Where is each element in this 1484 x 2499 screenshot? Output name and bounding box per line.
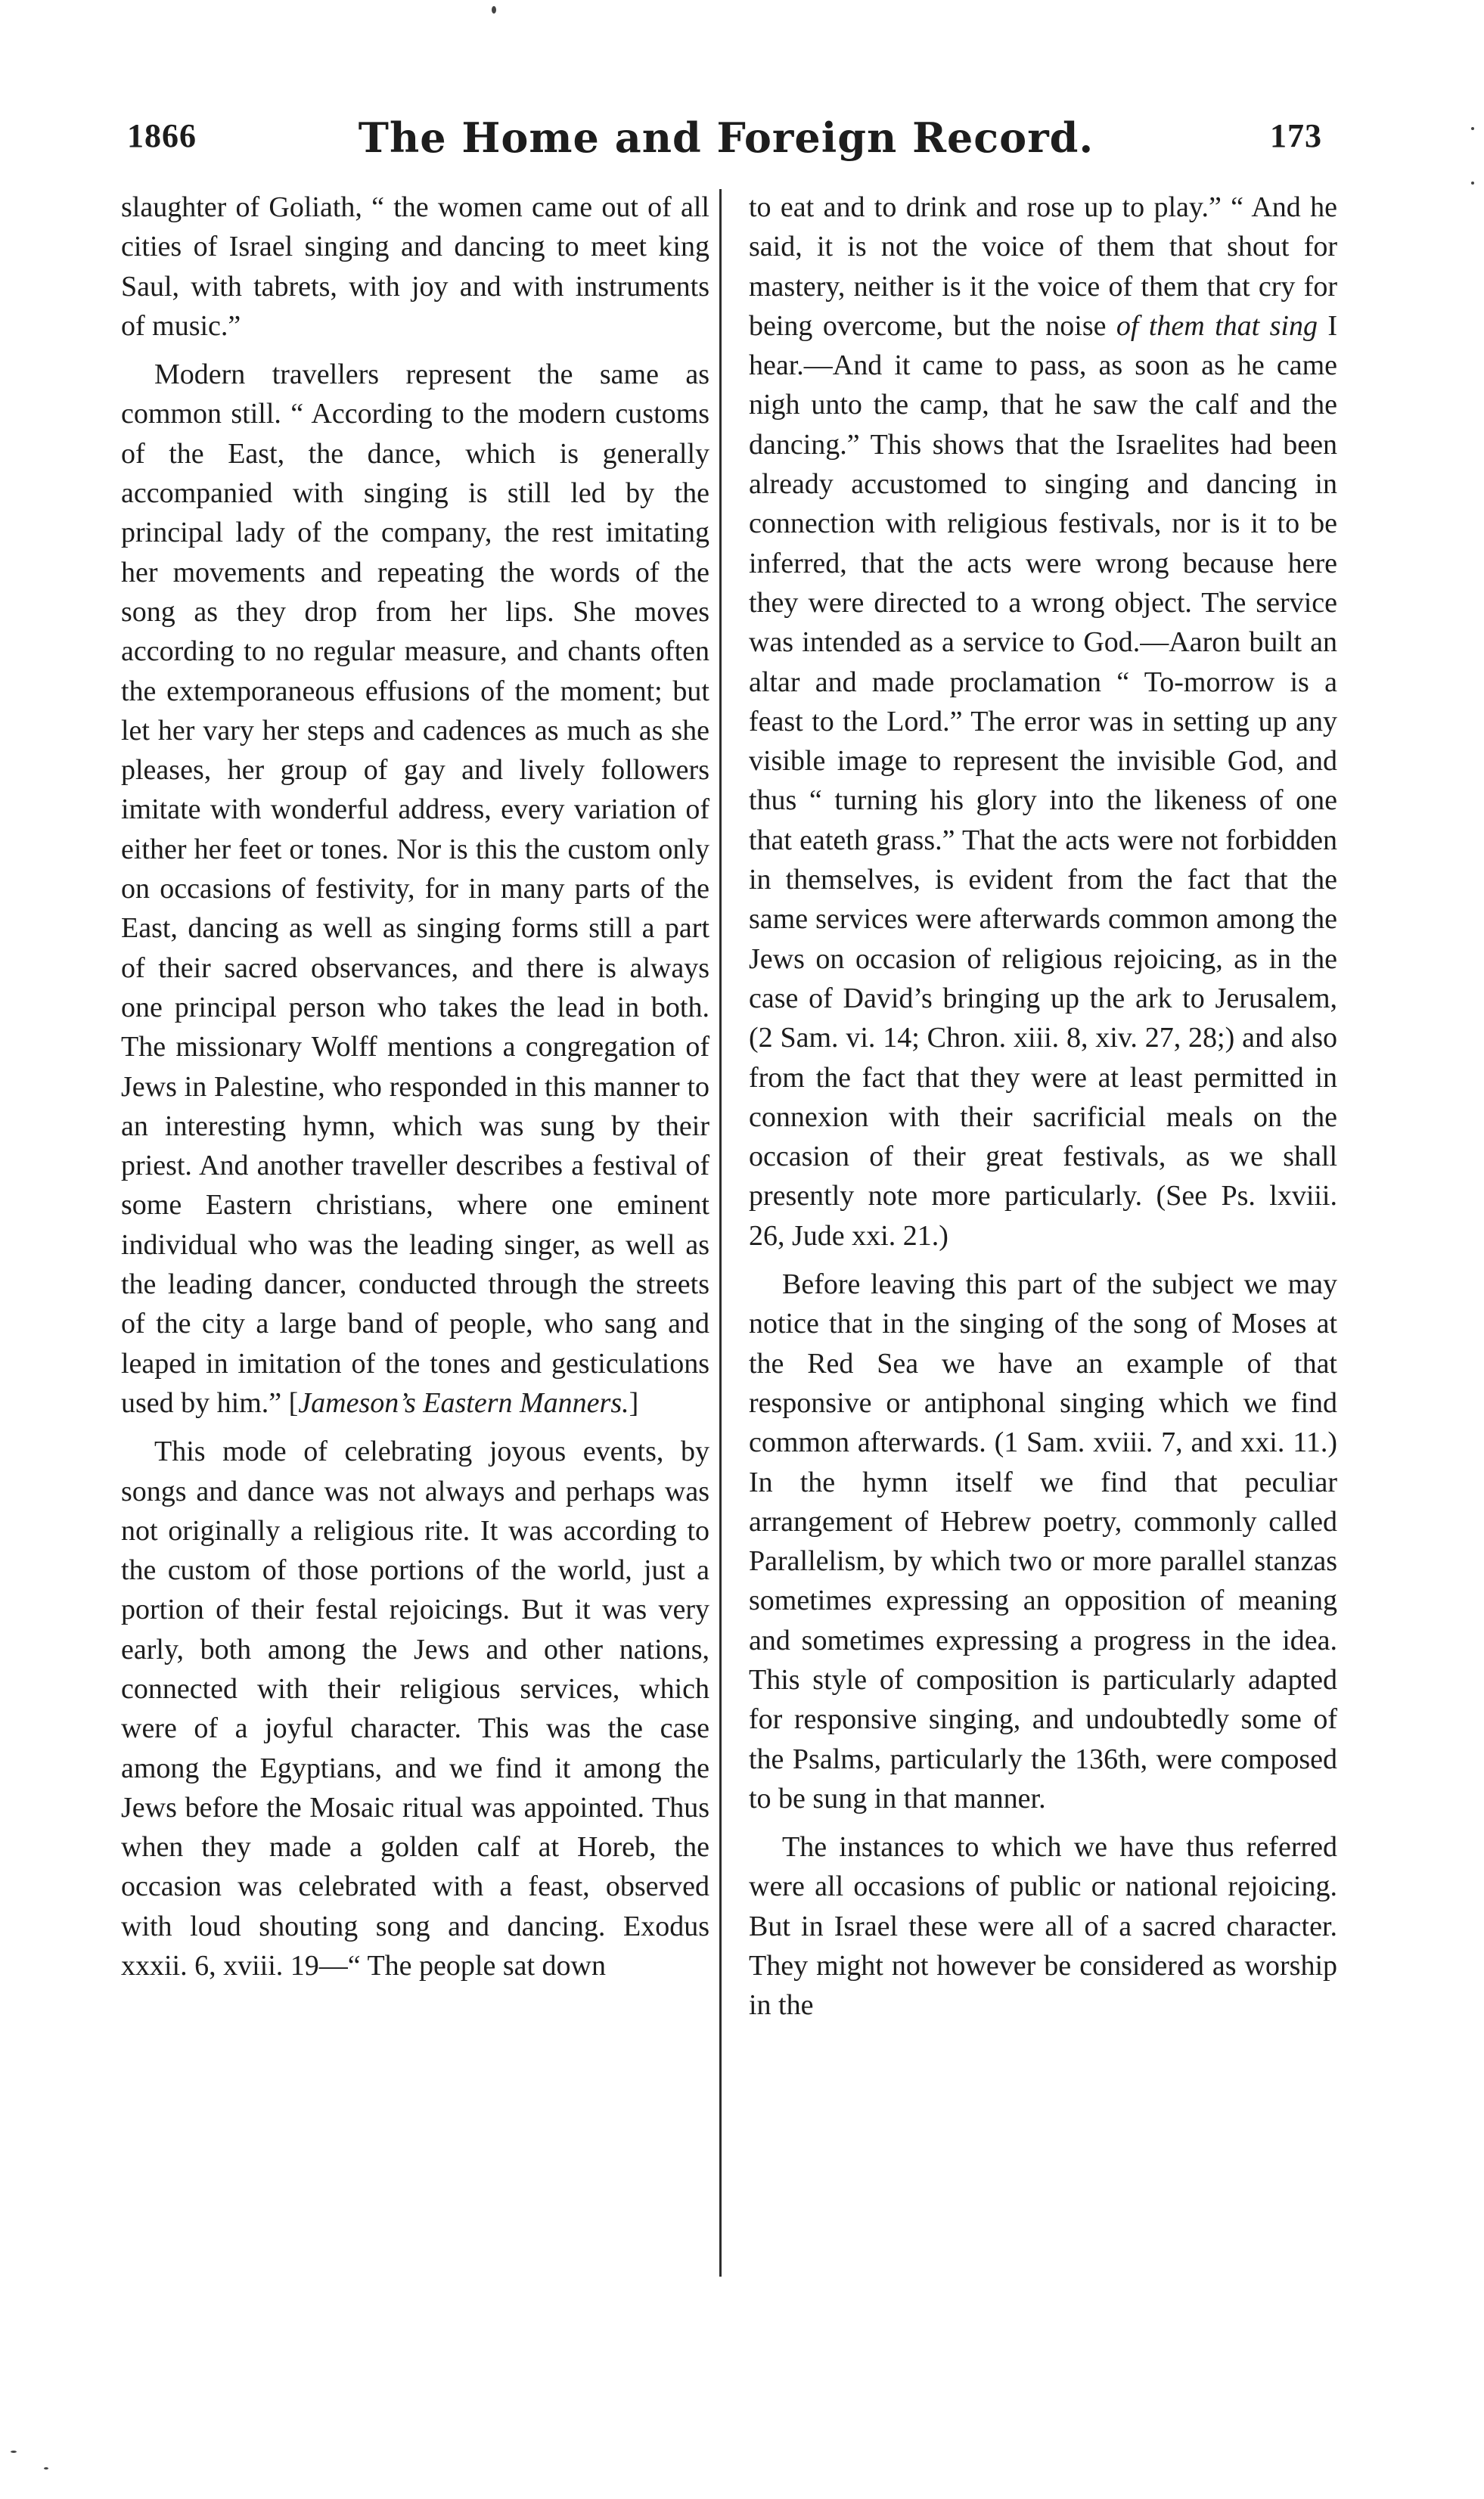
left-paragraph-2-citation: Jameson’s Eastern Manners. bbox=[298, 1386, 629, 1419]
print-speck bbox=[11, 2451, 17, 2453]
left-paragraph-2-end: ] bbox=[629, 1386, 639, 1419]
header-page-number: 173 bbox=[1270, 117, 1322, 154]
right-column bbox=[749, 188, 1337, 2035]
header-title: The Home and Foreign Record. bbox=[358, 113, 1094, 162]
right-paragraph-1 bbox=[749, 188, 1337, 1256]
header-year: 1866 bbox=[127, 117, 197, 154]
left-paragraph-2 bbox=[121, 355, 709, 1423]
column-divider bbox=[719, 189, 722, 2277]
page-header bbox=[121, 113, 1331, 166]
print-speck bbox=[1471, 182, 1474, 185]
print-speck bbox=[492, 6, 496, 14]
right-paragraph-1-text-a: to eat and to drink and rose up to play.” “ And he said, it is not the voice of them that shout for mastery, neither is it the voice of them that cry for being overcome, but the noise bbox=[749, 191, 1337, 342]
right-paragraph-3: The instances to which we have thus referred were all occasions of public or national rejoicing. But in Israel these were all of a sacred character. They might not however be considered as worship in the bbox=[749, 1831, 1337, 2022]
left-paragraph-3: This mode of celebrating joyous events, by songs and dance was not always and perhaps was not originally a religious rite. It was according to the custom of those portions of the world, just a portion of their festal rejoicings. But it was very early, both among the Jews and other nations, connected with their religious services, which were of a joyful character. This was the case among the Egyptians, and we find it among the Jews before the Mosaic ritual was appointed. Thus when they made a golden calf at Horeb, the occasion was celebrated with a feast, observed with loud shouting song and dancing. Exodus xxxii. 6, xviii. 19—“ The people sat down bbox=[121, 1436, 709, 1982]
right-paragraph-2: Before leaving this part of the subject we may notice that in the singing of the song of Moses at the Red Sea we have an example of that responsive or antiphonal singing which we find common afterwards. (1 Sam. xviii. 7, and xxi. 11.) In the hymn itself we find that peculiar arrangement of Hebrew poetry, commonly called Parallelism, by which two or more parallel stanzas sometimes expressing an opposition of meaning and sometimes expressing a progress in the idea. This style of composition is particularly adapted for responsive singing, and undoubtedly some of the Psalms, particularly the 136th, were composed to be sung in that manner. bbox=[749, 1268, 1337, 1814]
left-column bbox=[121, 188, 709, 1995]
left-paragraph-2-text: Modern travellers represent the same as common still. “ According to the modern customs of the East, the dance, which is generally accompanied with singing is still led by the principal lady of the company, the rest imitating her movements and repeating the words of the song as they drop from her lips. She moves according to no regular measure, and chants often the extemporaneous effusions of the moment; but let her vary her steps and cadences as much as she pleases, her group of gay and lively followers imitate with wonderful address, every variation of either her feet or tones. Nor is this the custom only on occasions of festivity, for in many parts of the East, dancing as well as singing forms still a part of their sacred observances, and there is always one principal person who takes the lead in both. The missionary Wolff mentions a congregation of Jews in Palestine, who responded in this manner to an interesting hymn, which was sung by their priest. And another traveller describes a festival of some Eastern christians, where one eminent individual who was the leading singer, as well as the leading dancer, conducted through the streets of the city a large band of people, who sang and leaped in imitation of the tones and gesticulations used by him.” [ bbox=[121, 359, 709, 1419]
print-speck bbox=[44, 2467, 48, 2470]
right-paragraph-1-emphasis: of them that sing bbox=[1116, 309, 1318, 342]
right-paragraph-1-text-b: I hear.—And it came to pass, as soon as he came nigh unto the camp, that he saw the calf and the dancing.” This shows that the Israelites had been already accustomed to singing and dancing in connection with religious festivals, nor is it to be inferred, that the acts were wrong because here they were directed to a wrong object. The service was intended as a service to God.—Aaron built an altar and made proclamation “ To-morrow is a feast to the Lord.” The error was in setting up any visible image to represent the invisible God, and thus “ turning his glory into the likeness of one that eateth grass.” That the acts were not forbidden in themselves, is evident from the fact that the same services were afterwards common among the Jews on occasion of religious rejoicing, as in the case of David’s bringing up the ark to Jerusalem, (2 Sam. vi. 14; Chron. xiii. 8, xiv. 27, 28;) and also from the fact that they were at least permitted in connexion with their sacrificial meals on the occasion of their great festivals, as we shall presently note more particularly. (See Ps. lxviii. 26, Jude xxi. 21.) bbox=[749, 309, 1337, 1252]
left-paragraph-1: slaughter of Goliath, “ the women came out of all cities of Israel singing and dancing to meet king Saul, with tabrets, with joy and with instruments of music.” bbox=[121, 191, 709, 342]
print-speck bbox=[1471, 127, 1474, 130]
